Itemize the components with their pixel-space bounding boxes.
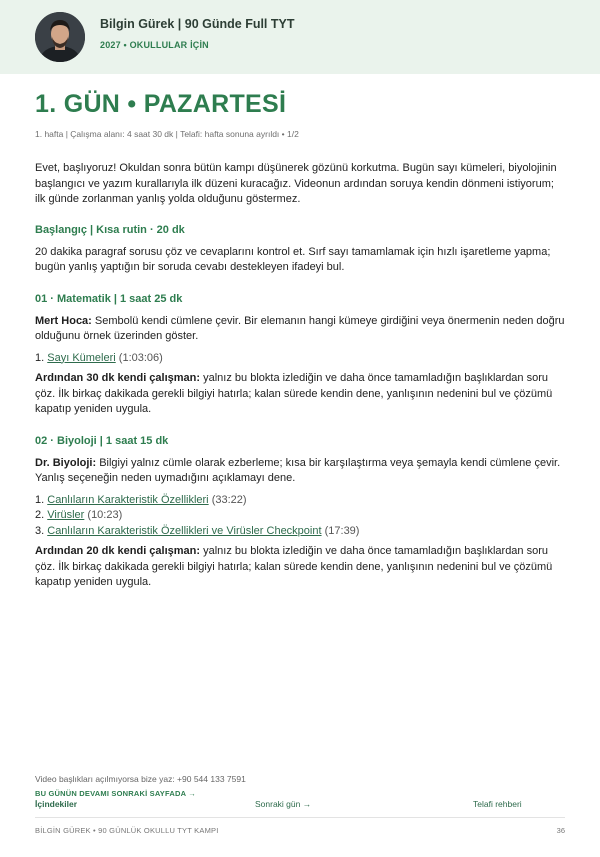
page-footer <box>35 774 565 809</box>
lesson-item <box>35 508 565 524</box>
person-portrait-icon <box>35 12 85 62</box>
lesson-list <box>35 493 565 540</box>
lesson-list <box>35 351 565 367</box>
lesson-link[interactable]: Canlıların Karakteristik Özellikleri <box>47 493 209 506</box>
teacher-name: Dr. Biyoloji: <box>35 456 97 469</box>
brand-title: Bilgin Gürek | 90 Günde Full TYT <box>100 17 295 31</box>
teacher-note <box>35 314 565 345</box>
lesson-duration: (17:39) <box>324 524 360 537</box>
lesson-duration: (33:22) <box>211 493 247 506</box>
lesson-duration: (1:03:06) <box>118 351 163 364</box>
lesson-number: 1. <box>35 351 45 364</box>
brand-subtitle: 2027 • OKULLULAR İÇİN <box>100 40 209 50</box>
page-header <box>0 0 600 74</box>
warmup-text: 20 dakika paragraf sorusu çöz ve cevaplarını kontrol et. Sırf sayı tamamlamak için hızlı işaretleme yapma; bugün yanlış yaptığın bir soruda cevabı destekleyen ifadeyi bul. <box>35 245 551 273</box>
lesson-number: 2. <box>35 509 45 521</box>
self-study-label: Ardından 30 dk kendi çalışman: <box>35 372 201 384</box>
lesson-link[interactable]: Canlıların Karakteristik Özellikleri ve Virüsler Checkpoint <box>47 524 322 537</box>
lesson-link[interactable]: Sayı Kümeleri <box>47 351 116 364</box>
warmup-section <box>35 223 565 276</box>
page-title: 1. GÜN • PAZARTESİ <box>35 90 287 118</box>
page-number: 36 <box>556 826 565 835</box>
lesson-item <box>35 524 565 540</box>
continue-note: BU GÜNÜN DEVAMI SONRAKİ SAYFADA → <box>35 789 196 798</box>
teacher-note-text: Bilgiyi yalnız cümle olarak ezberleme; kısa bir karşılaştırma veya şemayla kendi cümlene çevir. Yanlış seçeneğin neden uymadığını açıklamayı dene. <box>35 456 561 484</box>
page-content <box>35 161 565 603</box>
self-study-note <box>35 371 565 418</box>
lesson-duration: (10:23) <box>87 509 123 521</box>
lesson-link[interactable]: Virüsler <box>47 509 85 521</box>
page-meta: 1. hafta | Çalışma alanı: 4 saat 30 dk | Telafi: hafta sonuna ayrıldı • 1/2 <box>35 129 299 139</box>
block-heading: 02 · Biyoloji | 1 saat 15 dk <box>35 434 169 447</box>
footer-nav <box>35 799 565 813</box>
biology-block <box>35 434 565 591</box>
lesson-item <box>35 351 565 367</box>
teacher-note <box>35 456 565 487</box>
toc-link[interactable]: İçindekiler <box>35 799 78 809</box>
teacher-note-text: Sembolü kendi cümlene çevir. Bir elemanın hangi kümeye girdiğini veya önermenin neden doğru olduğunu örnek üzerinden göster. <box>35 314 565 342</box>
running-title: BİLGİN GÜREK • 90 GÜNLÜK OKULLU TYT KAMPI <box>35 826 219 835</box>
math-block <box>35 292 565 418</box>
self-study-text: yalnız bu blokta izlediğin ve daha önce tamamladığın başlıklardan soru çöz. İlk birkaç dakikada gerekli bilgiyi hatırla; kalan sürede kendin dene, yanlışının nedenini bul ve çözümü kapatıp yeniden uygula. <box>35 372 553 415</box>
next-day-link[interactable]: Sonraki gün → <box>255 799 312 809</box>
intro-paragraph: Evet, başlıyoruz! Okuldan sonra bütün kampı düşünerek gözünü korkutma. Bugün sayı kümeleri, biyolojinin başlangıcı ve yazım kurallarıyla ilk düzeni kuracağız. Videonun ardından soruya kendin dönmeni istiyorum; ilk günde zorlanman yanlış yolda olduğunu göstermez. <box>35 162 557 205</box>
self-study-text: yalnız bu blokta izlediğin ve daha önce tamamladığın başlıklardan soru çöz. İlk birkaç dakikada gerekli bilgiyi hatırla; kalan sürede kendin dene, yanlışının nedenini bul ve çözümü kapatıp yeniden uygula. <box>35 545 553 588</box>
contact-note: Video başlıkları açılmıyorsa bize yaz: +90 544 133 7591 <box>35 774 246 784</box>
makeup-guide-link[interactable]: Telafi rehberi <box>473 799 522 809</box>
lesson-item <box>35 493 565 509</box>
avatar <box>35 12 85 62</box>
lesson-number: 3. <box>35 524 45 537</box>
self-study-label: Ardından 20 dk kendi çalışman: <box>35 545 201 557</box>
lesson-number: 1. <box>35 493 45 506</box>
self-study-note <box>35 544 565 591</box>
block-heading: 01 · Matematik | 1 saat 25 dk <box>35 292 183 305</box>
teacher-name: Mert Hoca: <box>35 314 92 327</box>
footer-divider <box>35 817 565 818</box>
warmup-heading: Başlangıç | Kısa rutin · 20 dk <box>35 223 185 236</box>
